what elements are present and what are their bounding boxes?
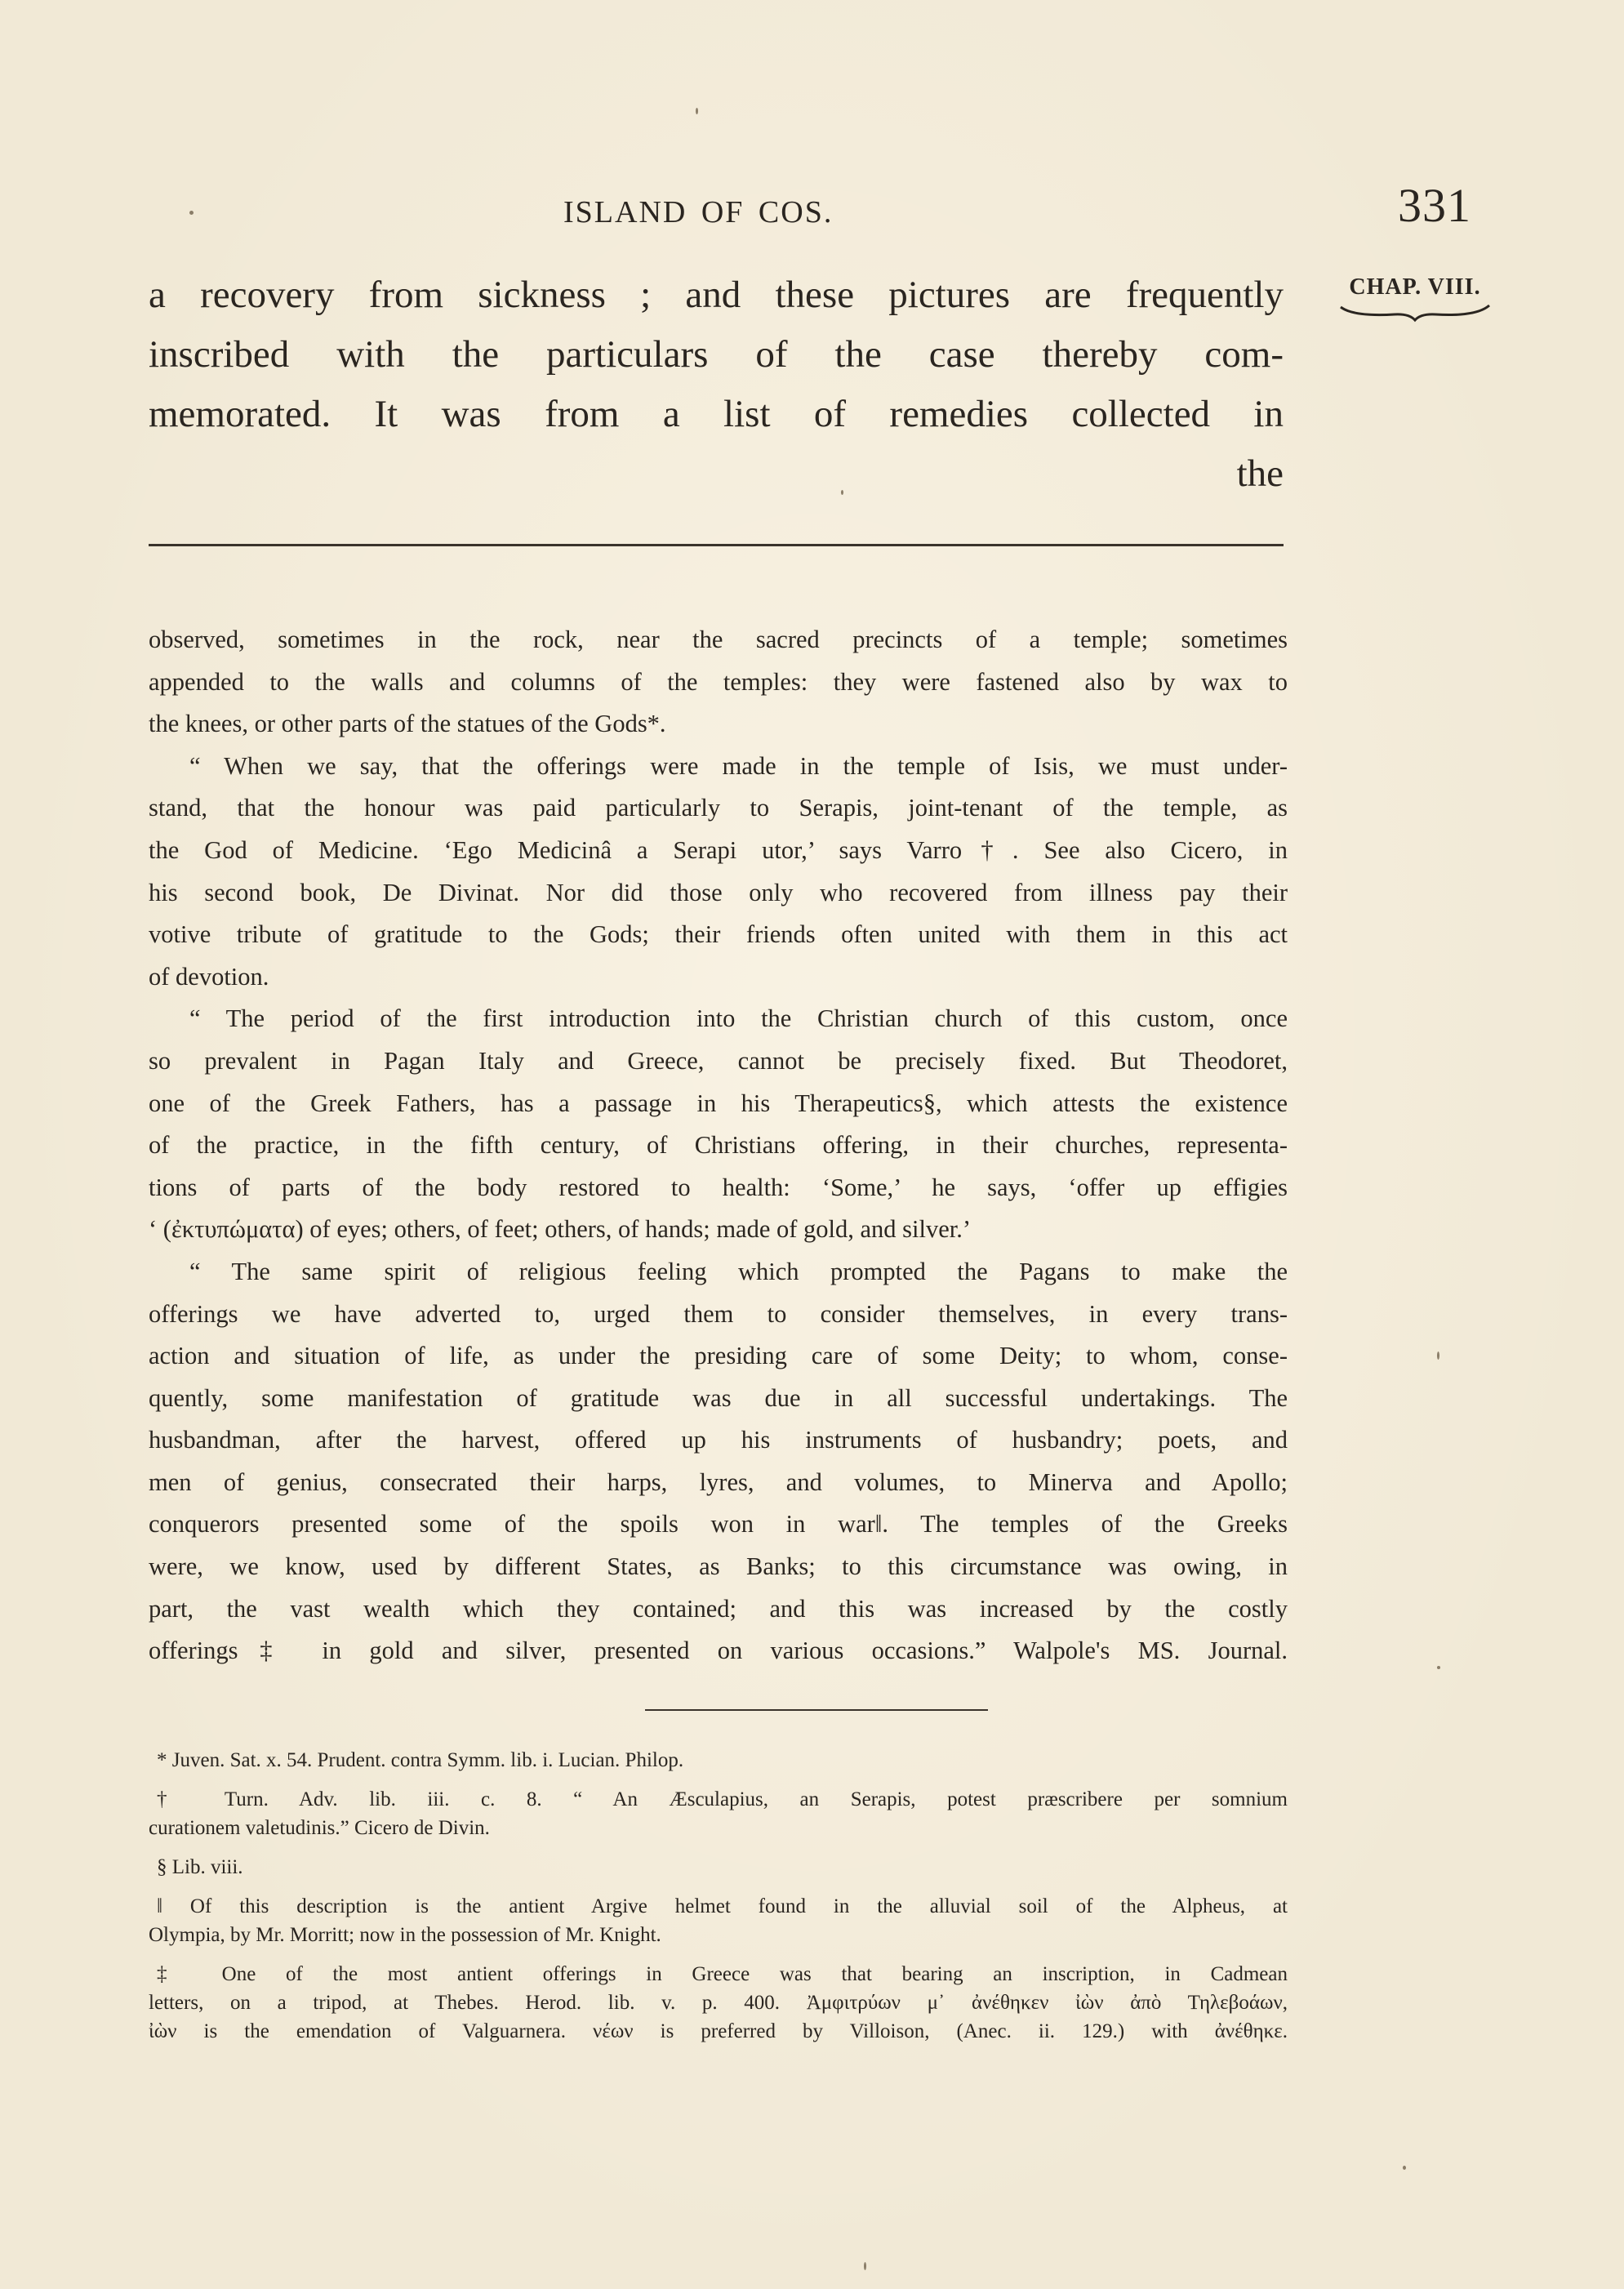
quote-line: so prevalent in Pagan Italy and Greece, cannot be precisely fixed. But Theodoret, bbox=[149, 1046, 1288, 1075]
quoted-journal-extract bbox=[149, 619, 1288, 1672]
footnote-line: curationem valetudinis.” Cicero de Divin. bbox=[149, 1817, 490, 1839]
quote-line: men of genius, consecrated their harps, lyres, and volumes, to Minerva and Apollo; bbox=[149, 1467, 1288, 1496]
footnote-line: † Turn. Adv. lib. iii. c. 8. “ An Æsculapius, an Serapis, potest præscribere per somnium bbox=[157, 1788, 1288, 1810]
footnote-line: § Lib. viii. bbox=[157, 1856, 243, 1878]
footnote-line: ‖ Of this description is the antient Argive helmet found in the alluvial soil of the Alpheus, at bbox=[157, 1895, 1288, 1917]
footnotes bbox=[149, 1746, 1288, 2056]
quote-line: of the practice, in the fifth century, of Christians offering, in their churches, representa- bbox=[149, 1131, 1288, 1160]
paper-speck bbox=[696, 108, 698, 114]
footnote-dagger bbox=[149, 1785, 1288, 1842]
quote-line: votive tribute of gratitude to the Gods; their friends often united with them in this act bbox=[149, 920, 1288, 949]
quote-line: “ The same spirit of religious feeling which prompted the Pagans to make the bbox=[189, 1257, 1288, 1285]
quote-line: conquerors presented some of the spoils won in war‖. The temples of the Greeks bbox=[149, 1510, 1288, 1539]
footnote-section bbox=[149, 1853, 1288, 1882]
footnote-parallel bbox=[149, 1892, 1288, 1949]
quote-line: quently, some manifestation of gratitude was due in all successful undertakings. The bbox=[149, 1383, 1288, 1412]
quote-line: appended to the walls and columns of the temples: they were fastened also by wax to bbox=[149, 667, 1288, 696]
footnote-line: ‡ One of the most antient offerings in Greece was that bearing an inscription, in Cadmean bbox=[157, 1963, 1288, 1985]
quote-line: his second book, De Divinat. Nor did those only who recovered from illness pay their bbox=[149, 878, 1288, 906]
footnote-line: * Juven. Sat. x. 54. Prudent. contra Symm. lib. i. Lucian. Philop. bbox=[157, 1749, 684, 1771]
quote-line: “ The period of the first introduction into the Christian church of this custom, once bbox=[189, 1004, 1288, 1033]
quote-line: stand, that the honour was paid particularly to Serapis, joint-tenant of the temple, as bbox=[149, 794, 1288, 822]
paper-speck bbox=[1403, 2166, 1406, 2170]
quote-line: the God of Medicine. ‘Ego Medicinâ a Serapi utor,’ says Varro†. See also Cicero, in bbox=[149, 835, 1288, 864]
quote-line: part, the vast wealth which they contained; and this was increased by the costly bbox=[149, 1594, 1288, 1623]
quote-line: action and situation of life, as under the presiding care of some Deity; to whom, conse- bbox=[149, 1342, 1288, 1370]
quote-line: husbandman, after the harvest, offered up his instruments of husbandry; poets, and bbox=[149, 1426, 1288, 1454]
paper-speck bbox=[841, 490, 843, 495]
quote-line: of devotion. bbox=[149, 962, 269, 991]
footnote-rule bbox=[645, 1709, 988, 1711]
main-line: memorated. It was from a list of remedies collected in bbox=[149, 393, 1284, 435]
quote-line: offerings we have adverted to, urged them to consider themselves, in every trans- bbox=[149, 1299, 1288, 1328]
footnote-line: letters, on a tripod, at Thebes. Herod. lib. v. p. 400. Ἀμφιτρύων μ᾽ ἀνέθηκεν ἰὼν ἀπὸ Τηλεβοάων, bbox=[149, 1992, 1288, 2014]
section-rule bbox=[149, 544, 1284, 546]
quote-line: tions of parts of the body restored to health: ‘Some,’ he says, ‘offer up effigies bbox=[149, 1173, 1288, 1201]
quote-line: one of the Greek Fathers, has a passage in his Therapeutics§, which attests the existence bbox=[149, 1089, 1288, 1117]
main-body-text bbox=[149, 265, 1284, 504]
chapter-label: CHAP. VIII. bbox=[1349, 274, 1481, 300]
page-number: 331 bbox=[1398, 179, 1471, 232]
paper-speck bbox=[189, 211, 194, 215]
brace-ornament bbox=[1337, 302, 1493, 323]
footnote-star bbox=[149, 1746, 1288, 1775]
footnote-double-dagger bbox=[149, 1960, 1288, 2046]
chapter-marginal-note bbox=[1337, 274, 1493, 323]
main-line: inscribed with the particulars of the case thereby com- bbox=[149, 333, 1284, 376]
quote-line: observed, sometimes in the rock, near the sacred precincts of a temple; sometimes bbox=[149, 626, 1288, 653]
footnote-line: ἰὼν is the emendation of Valguarnera. νέων is preferred by Villoison, (Anec. ii. 129.) with ἀνέθηκε. bbox=[149, 2020, 1288, 2042]
paper-speck bbox=[864, 2262, 866, 2270]
quote-line: ‘ (ἐκτυπώματα) of eyes; others, of feet; others, of hands; made of gold, and silver.’ bbox=[149, 1215, 972, 1244]
running-title: ISLAND OF COS. bbox=[563, 195, 834, 229]
footnote-line: Olympia, by Mr. Morritt; now in the possession of Mr. Knight. bbox=[149, 1924, 661, 1946]
catchword: the bbox=[1236, 452, 1284, 495]
quote-line: “ When we say, that the offerings were made in the temple of Isis, we must under- bbox=[189, 751, 1288, 780]
quote-line: offerings‡ in gold and silver, presented on various occasions.” Walpole's MS. Journal. bbox=[149, 1637, 1288, 1665]
paper-speck bbox=[1437, 1352, 1439, 1360]
main-line: a recovery from sickness ; and these pictures are frequently bbox=[149, 274, 1284, 316]
quote-line: the knees, or other parts of the statues of the Gods*. bbox=[149, 710, 666, 738]
quote-line: were, we know, used by different States, as Banks; to this circumstance was owing, in bbox=[149, 1552, 1288, 1581]
paper-speck bbox=[1437, 1666, 1440, 1669]
